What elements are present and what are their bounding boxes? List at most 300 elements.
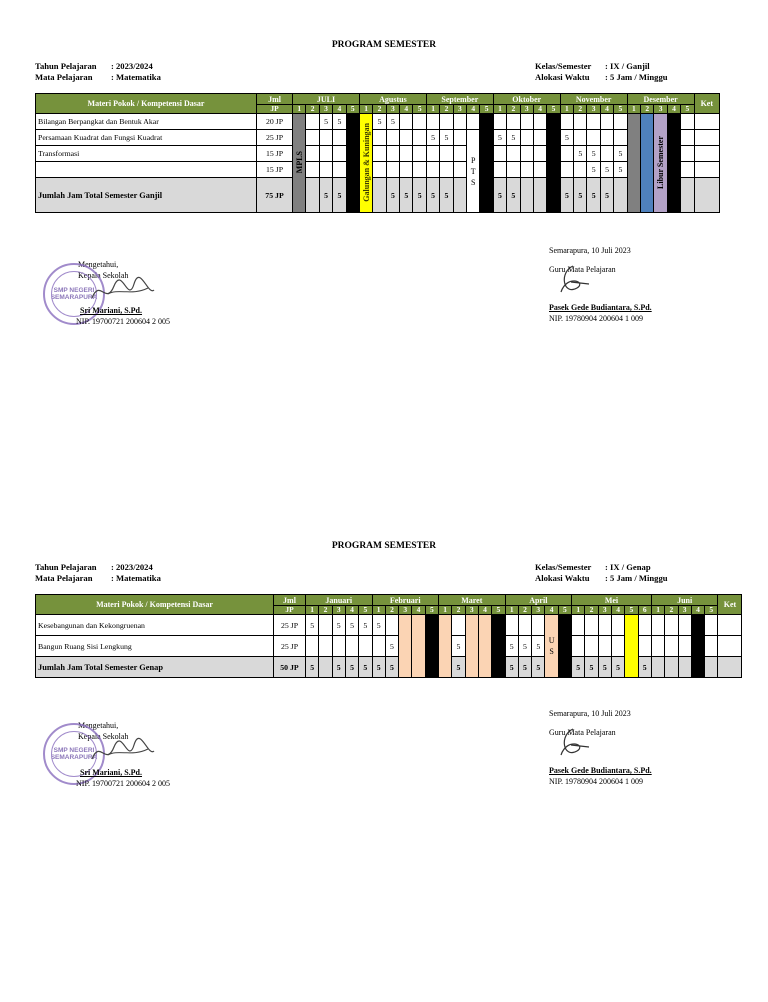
week-cell [705,636,718,657]
week-cell [533,178,546,213]
program-semester-ganjil-table [35,93,720,213]
week-cell: 5 [600,178,613,213]
week-cell: 5 [505,657,518,678]
libur-semester-label: Libur Semester [656,135,666,189]
week-number: 3 [399,606,412,615]
us-label: U S [548,636,555,656]
ket-header: Ket [718,595,742,615]
week-cell [453,162,466,178]
week-number: 2 [574,105,587,114]
month-april: April [505,595,572,606]
week-cell: 5 [359,615,372,636]
week-cell [467,114,480,130]
week-cell [453,146,466,162]
week-number: 5 [614,105,627,114]
week-cell [440,114,453,130]
week-cell [547,114,560,213]
materi-row: Bilangan Berpangkat dan Bentuk Akar [36,114,257,130]
week-cell: 5 [306,657,319,678]
guru-signature [553,725,593,765]
materi-row [36,162,257,178]
kepsek-name: Sri Mariani, S.Pd. [80,768,143,777]
week-cell: 5 [614,146,627,162]
materi-header: Materi Pokok / Kompetensi Dasar [36,94,257,114]
week-cell [426,162,439,178]
week-cell: 5 [574,178,587,213]
week-cell [400,114,413,130]
place-date: Semarapura, 10 Juli 2023 [549,709,631,718]
week-cell [614,114,627,130]
week-cell: 5 [345,615,358,636]
week-cell [439,615,452,678]
week-cell [520,114,533,130]
week-cell [600,130,613,146]
week-cell [413,162,426,178]
week-cell [425,615,438,678]
week-cell: 5 [587,178,600,213]
kepsek-signature [88,737,158,767]
week-cell: 5 [493,178,506,213]
week-cell [681,114,694,130]
week-number: 3 [654,105,667,114]
week-number: 3 [332,606,345,615]
tahun-label: Tahun Pelajaran [35,61,97,71]
mapel-label: Mata Pelajaran [35,72,93,82]
month-mei: Mei [572,595,652,606]
week-number: 1 [560,105,573,114]
week-cell [399,615,412,678]
week-cell [560,114,573,130]
week-cell [681,146,694,162]
week-cell [345,636,358,657]
week-cell [373,162,386,178]
week-cell [651,615,664,636]
alokasi-value: : 5 Jam / Minggu [605,573,668,583]
month-juni: Juni [651,595,718,606]
week-cell [614,178,627,213]
week-cell [585,615,598,636]
kepsek-id-ganjil [76,305,171,327]
week-cell [453,178,466,213]
month-oktober: Oktober [493,94,560,105]
ket-cell [694,162,719,178]
week-cell: 5 [532,636,545,657]
week-number: 4 [345,606,358,615]
week-cell: 5 [572,657,585,678]
month-desember: Desember [627,94,694,105]
week-number: 1 [372,606,385,615]
mapel-label: Mata Pelajaran [35,573,93,583]
week-number: 5 [705,606,718,615]
kepsek-title: Kepala Sekolah [78,271,129,280]
week-number: 5 [492,606,505,615]
week-cell [598,636,611,657]
week-cell [651,657,664,678]
week-cell [518,615,531,636]
week-cell [319,657,332,678]
tahun-value: : 2023/2024 [111,61,153,71]
meta-right-genap [535,562,668,584]
kepsek-signature [88,276,158,306]
mengetahui-label: Mengetahui, [78,721,119,730]
week-cell [507,114,520,130]
week-cell: 5 [587,162,600,178]
week-cell: 5 [306,615,319,636]
month-september: September [426,94,493,105]
week-cell: 5 [452,657,465,678]
week-cell [400,146,413,162]
week-cell: 5 [413,178,426,213]
week-cell [412,615,425,678]
materi-row: Kesebangunan dan Kekongruenan [36,615,274,636]
jp-header: JP [274,606,306,615]
week-cell: 5 [518,636,531,657]
kelas-label: Kelas/Semester [535,562,592,572]
tahun-label: Tahun Pelajaran [35,562,97,572]
kepsek-id-genap [76,767,171,789]
materi-row: Persamaan Kuadrat dan Fungsi Kuadrat [36,130,257,146]
week-number: 2 [385,606,398,615]
week-cell [346,114,359,213]
alokasi-label: Alokasi Waktu [535,72,590,82]
week-cell [465,615,478,678]
week-number: 4 [600,105,613,114]
week-cell [665,636,678,657]
jml-header: Jml [274,595,306,606]
month-maret: Maret [439,595,506,606]
total-label: Jumlah Jam Total Semester Genap [36,657,274,678]
week-cell: 5 [587,146,600,162]
week-cell [598,615,611,636]
week-cell [319,636,332,657]
kepsek-name: Sri Mariani, S.Pd. [80,306,143,315]
week-number: 3 [465,606,478,615]
alokasi-value: : 5 Jam / Minggu [605,72,668,82]
week-number: 3 [319,105,332,114]
month-juli: JULI [293,94,360,105]
week-number: 1 [439,606,452,615]
week-cell [560,146,573,162]
week-number: 4 [478,606,491,615]
week-cell [505,615,518,636]
ket-cell [694,146,719,162]
week-cell: 5 [638,657,651,678]
week-number: 2 [319,606,332,615]
week-cell: 5 [319,114,332,130]
week-cell [572,636,585,657]
week-cell: 5 [585,657,598,678]
week-cell [306,130,319,146]
week-cell [533,130,546,146]
materi-header: Materi Pokok / Kompetensi Dasar [36,595,274,615]
week-cell [667,114,680,213]
week-cell [306,114,319,130]
week-cell [520,162,533,178]
week-cell [333,162,346,178]
week-cell [413,146,426,162]
week-cell: 5 [372,657,385,678]
week-cell [545,615,558,678]
week-number: 3 [520,105,533,114]
jp-cell: 15 JP [256,162,292,178]
week-cell: 5 [574,146,587,162]
month-agustus: Agustus [359,94,426,105]
week-cell [520,178,533,213]
month-februari: Februari [372,595,439,606]
week-cell [507,162,520,178]
week-cell: 5 [560,130,573,146]
week-cell: 5 [332,657,345,678]
week-cell: 5 [426,178,439,213]
guru-title: Guru Mata Pelajaran [549,265,616,274]
week-cell [453,114,466,130]
guru-title: Guru Mata Pelajaran [549,728,616,737]
week-cell [611,615,624,636]
week-number: 1 [627,105,640,114]
week-cell [572,615,585,636]
kelas-label: Kelas/Semester [535,61,592,71]
week-cell [665,657,678,678]
week-cell [319,615,332,636]
mapel-value: : Matematika [111,573,161,583]
week-cell: 5 [385,636,398,657]
week-cell [319,146,332,162]
week-cell: 5 [440,178,453,213]
week-cell [319,130,332,146]
week-cell [440,146,453,162]
meta-left-ganjil [35,61,161,83]
week-number: 4 [691,606,704,615]
week-cell [373,146,386,162]
week-cell [333,130,346,146]
week-cell [654,114,667,213]
week-cell: 5 [333,114,346,130]
week-cell [627,114,640,213]
meta-right-ganjil [535,61,668,83]
week-cell [492,615,505,678]
week-cell [520,130,533,146]
week-cell [614,130,627,146]
week-cell [574,130,587,146]
week-number: 1 [359,105,372,114]
week-number: 5 [346,105,359,114]
mengetahui-label: Mengetahui, [78,260,119,269]
week-cell [587,114,600,130]
page-title-genap: PROGRAM SEMESTER [331,541,437,551]
week-cell [507,146,520,162]
week-cell [678,636,691,657]
week-cell [332,636,345,657]
kelas-value: : IX / Ganjil [605,61,650,71]
week-cell [480,114,493,213]
week-number: 1 [426,105,439,114]
week-cell [520,146,533,162]
week-cell [558,615,571,678]
week-cell [705,615,718,636]
week-cell: 5 [611,657,624,678]
jp-cell: 25 JP [256,130,292,146]
week-cell [306,636,319,657]
week-number: 3 [386,105,399,114]
week-number: 2 [452,606,465,615]
week-number: 1 [572,606,585,615]
week-cell: 5 [614,162,627,178]
week-cell [638,615,651,636]
kepsek-nip: NIP. 19700721 200604 2 005 [76,779,171,788]
week-cell: 5 [386,114,399,130]
week-cell [319,162,332,178]
stamp-text: SMP NEGERI SEMARAPURA [50,287,98,301]
week-cell: 5 [385,657,398,678]
pts-label: P T S [470,155,476,187]
jp-cell: 25 JP [274,615,306,636]
week-number: 5 [480,105,493,114]
week-cell [533,146,546,162]
week-cell: 5 [345,657,358,678]
ket-cell [718,636,742,657]
week-number: 1 [651,606,664,615]
week-cell [386,130,399,146]
week-cell: 5 [373,114,386,130]
week-cell: 5 [560,178,573,213]
week-cell [493,114,506,130]
week-number: 3 [587,105,600,114]
week-cell [574,162,587,178]
week-cell [386,162,399,178]
week-cell [386,146,399,162]
week-cell [373,178,386,213]
week-cell [372,636,385,657]
alokasi-label: Alokasi Waktu [535,573,590,583]
week-cell [665,615,678,636]
week-cell [453,130,466,146]
week-number: 4 [667,105,680,114]
week-number: 5 [359,606,372,615]
week-number: 1 [505,606,518,615]
materi-row: Bangun Ruang Sisi Lengkung [36,636,274,657]
ket-cell [694,178,719,213]
week-cell: 5 [333,178,346,213]
place-date: Semarapura, 10 Juli 2023 [549,246,631,255]
stamp-text: SMP NEGERI SEMARAPURA [50,747,98,761]
week-number: 5 [547,105,560,114]
week-cell [293,114,306,213]
jp-cell: 20 JP [256,114,292,130]
week-cell: 5 [452,636,465,657]
week-cell [413,114,426,130]
ket-cell [718,615,742,636]
week-number: 1 [493,105,506,114]
kelas-value: : IX / Genap [605,562,651,572]
jp-cell: 25 JP [274,636,306,657]
week-number: 5 [625,606,638,615]
week-cell: 5 [440,130,453,146]
week-number: 3 [453,105,466,114]
week-number: 4 [611,606,624,615]
week-number: 4 [545,606,558,615]
ket-cell [694,114,719,130]
meta-left-genap [35,562,161,584]
week-cell [306,146,319,162]
week-cell [705,657,718,678]
week-cell [641,114,654,213]
tahun-value: : 2023/2024 [111,562,153,572]
week-number: 4 [400,105,413,114]
week-cell [385,615,398,636]
total-label: Jumlah Jam Total Semester Ganjil [36,178,257,213]
week-number: 1 [293,105,306,114]
guru-nip: NIP. 19780904 200604 1 009 [549,777,644,786]
week-number: 4 [533,105,546,114]
week-cell: 5 [532,657,545,678]
week-number: 2 [306,105,319,114]
week-cell: 5 [400,178,413,213]
week-number: 5 [413,105,426,114]
week-number: 3 [532,606,545,615]
guru-name: Pasek Gede Budiantara, S.Pd. [549,766,652,775]
week-cell: 5 [386,178,399,213]
week-number: 4 [467,105,480,114]
week-number: 4 [333,105,346,114]
week-cell [691,615,704,678]
kepsek-title: Kepala Sekolah [78,732,129,741]
week-cell [373,130,386,146]
program-semester-genap-table [35,594,742,678]
week-cell [533,114,546,130]
week-cell [426,146,439,162]
week-cell [493,162,506,178]
week-cell [467,130,480,213]
week-cell [651,636,664,657]
jp-cell: 15 JP [256,146,292,162]
week-cell [574,114,587,130]
week-number: 2 [585,606,598,615]
week-number: 3 [678,606,691,615]
week-number: 2 [641,105,654,114]
ket-header: Ket [694,94,719,114]
week-cell [333,146,346,162]
week-cell: 5 [426,130,439,146]
week-cell: 5 [507,130,520,146]
ket-cell [694,130,719,146]
week-cell [493,146,506,162]
week-number: 2 [440,105,453,114]
week-cell [359,636,372,657]
week-number: 4 [412,606,425,615]
week-cell [306,178,319,213]
week-cell [600,146,613,162]
week-number: 2 [665,606,678,615]
guru-id-genap [549,765,652,787]
week-number: 6 [638,606,651,615]
page-title-ganjil: PROGRAM SEMESTER [331,40,437,50]
week-number: 2 [373,105,386,114]
week-cell [532,615,545,636]
materi-row: Transformasi [36,146,257,162]
guru-nip: NIP. 19780904 200604 1 009 [549,314,644,323]
week-cell [560,162,573,178]
jml-header: Jml [256,94,292,105]
week-number: 2 [507,105,520,114]
total-jp: 50 JP [274,657,306,678]
jp-header: JP [256,105,292,114]
week-cell: 5 [518,657,531,678]
mapel-value: : Matematika [111,72,161,82]
week-cell [681,130,694,146]
week-number: 2 [518,606,531,615]
week-cell: 5 [505,636,518,657]
guru-signature [553,262,593,302]
